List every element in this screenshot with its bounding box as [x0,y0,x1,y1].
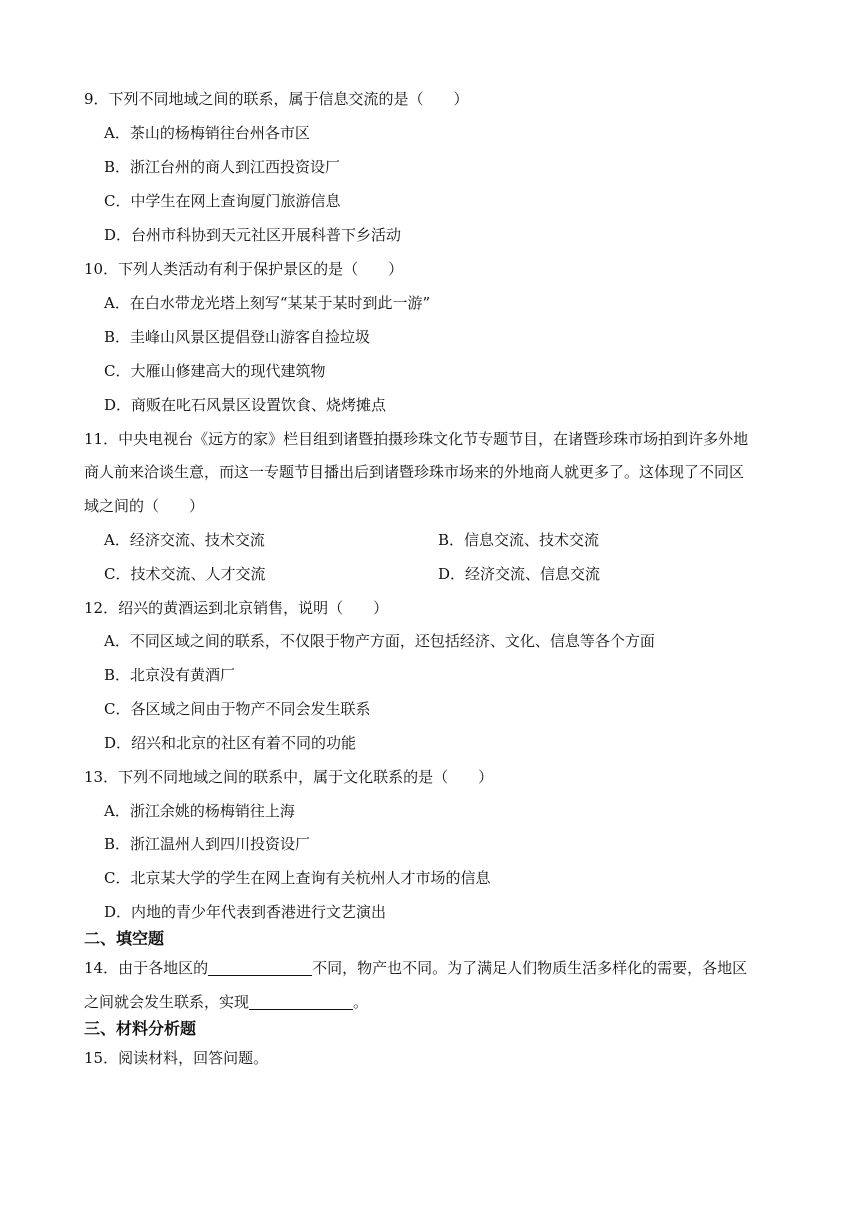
question-9-option-d: D．台州市科协到天元社区开展科普下乡活动 [104,226,402,244]
question-9-option-b: B．浙江台州的商人到江西投资设厂 [104,158,341,176]
question-11-option-b: B．信息交流、技术交流 [438,531,600,549]
question-10-option-b: B．圭峰山风景区提倡登山游客自捡垃圾 [104,328,371,346]
question-11-option-d: D．经济交流、信息交流 [438,565,601,583]
question-14-line-2 [84,992,368,1012]
question-13-option-c: C．北京某大学的学生在网上查询有关杭州人才市场的信息 [104,869,491,887]
question-11-option-a: A．经济交流、技术交流 [104,531,265,549]
section-heading-material-analysis: 三、材料分析题 [84,1019,197,1038]
section-heading-fill-in: 二、填空题 [84,929,165,948]
question-12-stem: 12．绍兴的黄酒运到北京销售，说明（ ） [84,599,389,617]
question-9-option-c: C．中学生在网上查询厦门旅游信息 [104,192,341,210]
question-10-option-a: A．在白水带龙光塔上刻写“某某于某时到此一游” [104,294,431,312]
question-10-stem: 10．下列人类活动有利于保护景区的是（ ） [84,260,404,278]
question-13-option-d: D．内地的青少年代表到香港进行文艺演出 [104,903,387,921]
answer-blank-2[interactable] [249,993,353,1010]
question-9-stem: 9．下列不同地域之间的联系，属于信息交流的是（ ） [84,90,469,108]
question-13-option-a: A．浙江余姚的杨梅销往上海 [104,802,295,820]
question-12-option-c: C．各区域之间由于物产不同会发生联系 [104,700,371,718]
question-14-text-b: 不同，物产也不同。为了满足人们物质生活多样化的需要，各地区 [312,959,748,977]
question-11-stem-line-2: 商人前来洽谈生意，而这一专题节目播出后到诸暨珍珠市场来的外地商人就更多了。这体现了不同区 [84,463,745,481]
question-14-text-c: 之间就会发生联系，实现 [84,993,250,1011]
question-10-option-c: C．大雁山修建高大的现代建筑物 [104,362,326,380]
question-11-option-c: C．技术交流、人才交流 [104,565,266,583]
question-12-option-a: A．不同区域之间的联系，不仅限于物产方面，还包括经济、文化、信息等各个方面 [104,632,655,650]
question-10-option-d: D．商贩在叱石风景区设置饮食、烧烤摊点 [104,396,387,414]
question-11-stem-line-1: 11．中央电视台《远方的家》栏目组到诸暨拍摄珍珠文化节专题节目，在诸暨珍珠市场拍到许多外地 [84,430,749,448]
question-12-option-b: B．北京没有黄酒厂 [104,666,236,684]
answer-blank-1[interactable] [208,959,312,976]
question-14-text-a: 14．由于各地区的 [84,959,209,977]
question-12-option-d: D．绍兴和北京的社区有着不同的功能 [104,734,357,752]
question-13-stem: 13．下列不同地域之间的联系中，属于文化联系的是（ ） [84,768,494,786]
question-13-option-b: B．浙江温州人到四川投资设厂 [104,835,311,853]
question-14-text-d: 。 [353,993,369,1011]
question-11-stem-line-3: 域之间的（ ） [84,497,205,515]
question-14-line-1 [84,958,747,978]
question-15-stem: 15．阅读材料，回答问题。 [84,1049,269,1067]
question-9-option-a: A．茶山的杨梅销往台州各市区 [104,124,310,142]
